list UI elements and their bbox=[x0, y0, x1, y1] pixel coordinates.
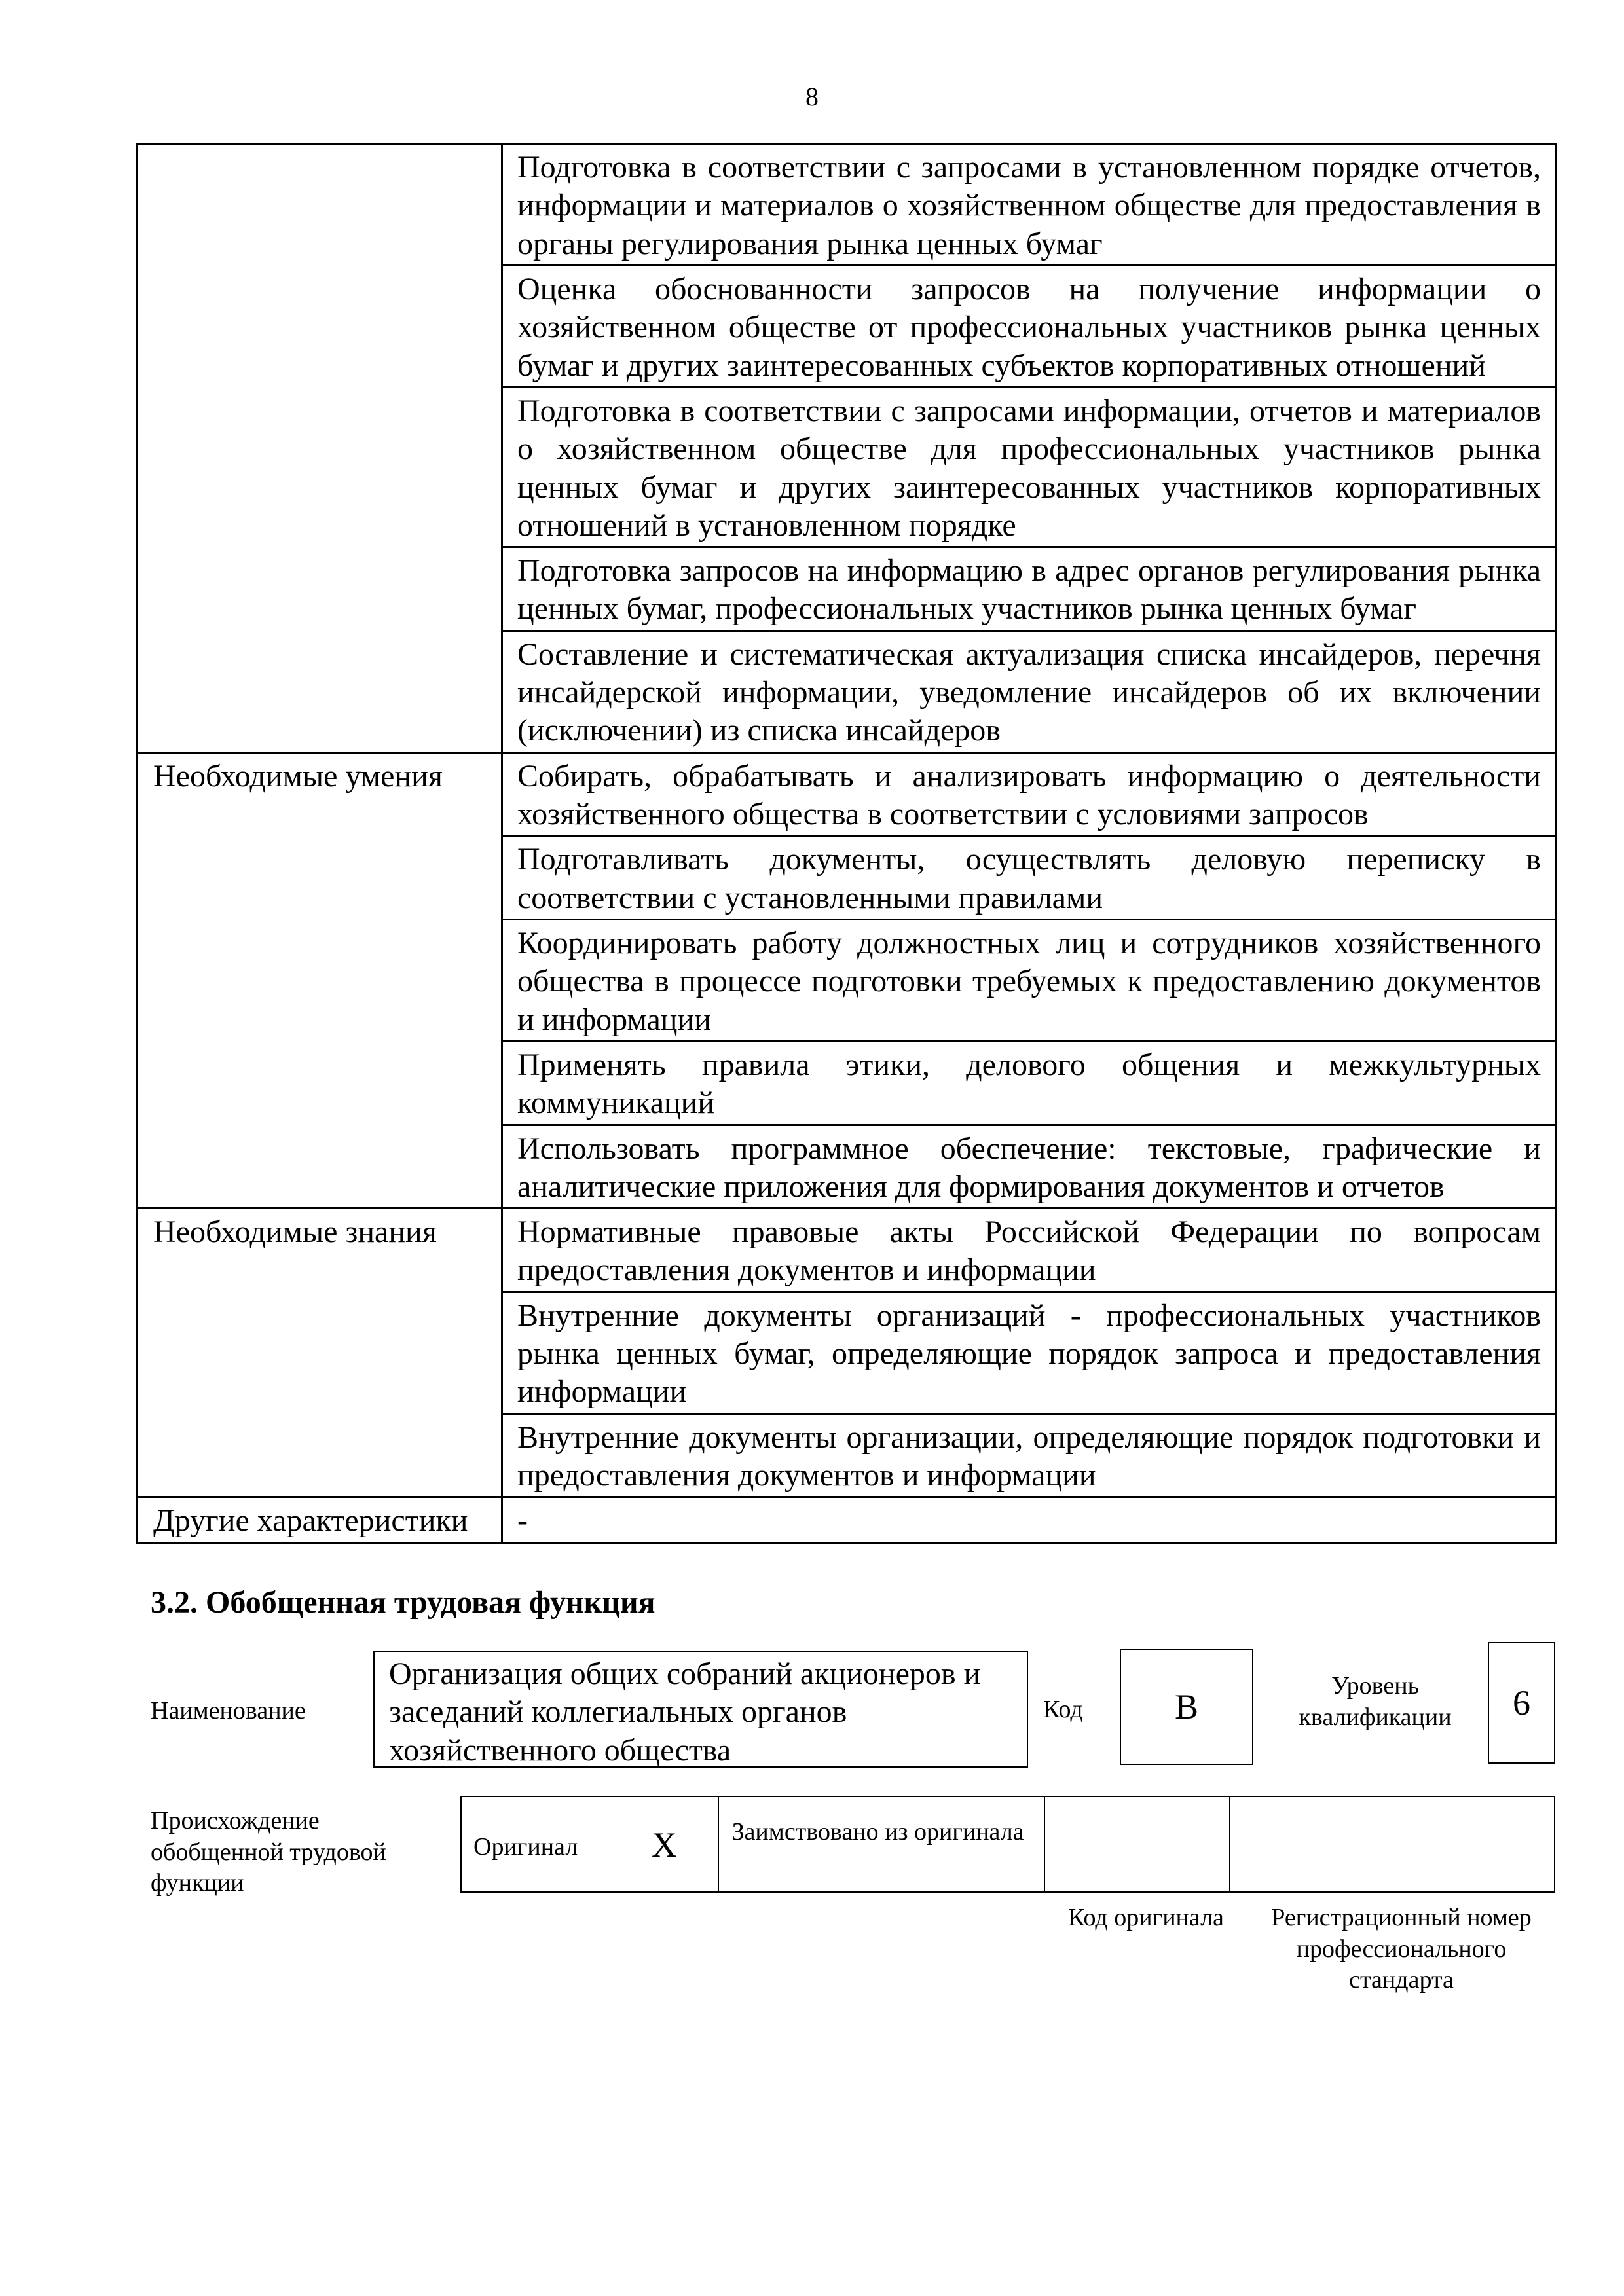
origin-label: Происхождение обобщенной трудовой функции bbox=[151, 1807, 386, 1897]
table-row bbox=[137, 1497, 1557, 1542]
table-cell: - bbox=[502, 1497, 1557, 1542]
qualification-level-box: 6 bbox=[1488, 1642, 1555, 1764]
origin-table bbox=[460, 1796, 1555, 1893]
name-label: Наименование bbox=[151, 1697, 306, 1724]
table-cell: Подготовка в соответствии с запросами в установленном порядке отчетов, информации и материалов о хозяйственном обществе для предоставления в органы регулирования рынка ценных бумаг bbox=[502, 144, 1557, 266]
table-cell: Подготовка в соответствии с запросами информации, отчетов и материалов о хозяйственном обществе для профессиональных участников рынка ценных бумаг и других заинтересованных участников корпоративных отношений в установленном порядке bbox=[502, 387, 1557, 547]
borrowed-label: Заимствовано из оригинала bbox=[731, 1818, 1024, 1846]
table-cell: Составление и систематическая актуализация списка инсайдеров, перечня инсайдерской информации, уведомление инсайдеров об их включении (исключении) из списка инсайдеров bbox=[502, 630, 1557, 752]
row-label-labor-actions bbox=[137, 144, 502, 753]
table-cell: Нормативные правовые акты Российской Федерации по вопросам предоставления документов и информации bbox=[502, 1209, 1557, 1292]
code-label: Код bbox=[1043, 1696, 1083, 1723]
table-cell: Собирать, обрабатывать и анализировать информацию о деятельности хозяйственного общества в соответствии с условиями запросов bbox=[502, 752, 1557, 836]
original-label: Оригинал bbox=[473, 1833, 578, 1861]
reg-number-caption: Регистрационный номер профессионального стандарта bbox=[1271, 1904, 1532, 1994]
table-row bbox=[137, 752, 1557, 836]
code-original-caption: Код оригинала bbox=[1068, 1904, 1224, 1931]
original-mark: X bbox=[652, 1825, 677, 1865]
row-label-skills: Необходимые умения bbox=[137, 752, 502, 1208]
table-cell: Оценка обоснованности запросов на получение информации о хозяйственном обществе от профессиональных участников рынка ценных бумаг и других заинтересованных субъектов корпоративных отношений bbox=[502, 265, 1557, 387]
section-title: 3.2. Обобщенная трудовая функция bbox=[151, 1585, 655, 1620]
table-cell: Внутренние документы организации, определяющие порядок подготовки и предоставления документов и информации bbox=[502, 1413, 1557, 1497]
origin-reg-number-cell bbox=[1230, 1797, 1554, 1891]
table-cell: Подготовка запросов на информацию в адрес органов регулирования рынка ценных бумаг, профессиональных участников рынка ценных бумаг bbox=[502, 547, 1557, 631]
table-cell: Внутренние документы организаций - профессиональных участников рынка ценных бумаг, определяющие порядок запроса и предоставления информации bbox=[502, 1292, 1557, 1413]
qualification-table bbox=[136, 143, 1557, 1544]
row-label-other: Другие характеристики bbox=[137, 1497, 502, 1542]
function-code-box: В bbox=[1120, 1649, 1253, 1765]
table-cell: Применять правила этики, делового общения и межкультурных коммуникаций bbox=[502, 1041, 1557, 1125]
page-number: 8 bbox=[805, 82, 819, 111]
origin-original-cell bbox=[462, 1797, 719, 1891]
origin-code-cell bbox=[1045, 1797, 1230, 1891]
table-cell: Использовать программное обеспечение: текстовые, графические и аналитические приложения для формирования документов и отчетов bbox=[502, 1125, 1557, 1209]
table-cell: Координировать работу должностных лиц и сотрудников хозяйственного общества в процессе подготовки требуемых к предоставлению документов и информации bbox=[502, 919, 1557, 1041]
row-label-knowledge: Необходимые знания bbox=[137, 1209, 502, 1497]
table-cell: Подготавливать документы, осуществлять деловую переписку в соответствии с установленными правилами bbox=[502, 836, 1557, 920]
origin-borrowed-cell bbox=[719, 1797, 1045, 1891]
function-name-box: Организация общих собраний акционеров и заседаний коллегиальных органов хозяйственного общества bbox=[373, 1651, 1028, 1768]
table-row bbox=[137, 1209, 1557, 1292]
table-row bbox=[137, 144, 1557, 266]
level-label: Уровень квалификации bbox=[1299, 1672, 1452, 1731]
